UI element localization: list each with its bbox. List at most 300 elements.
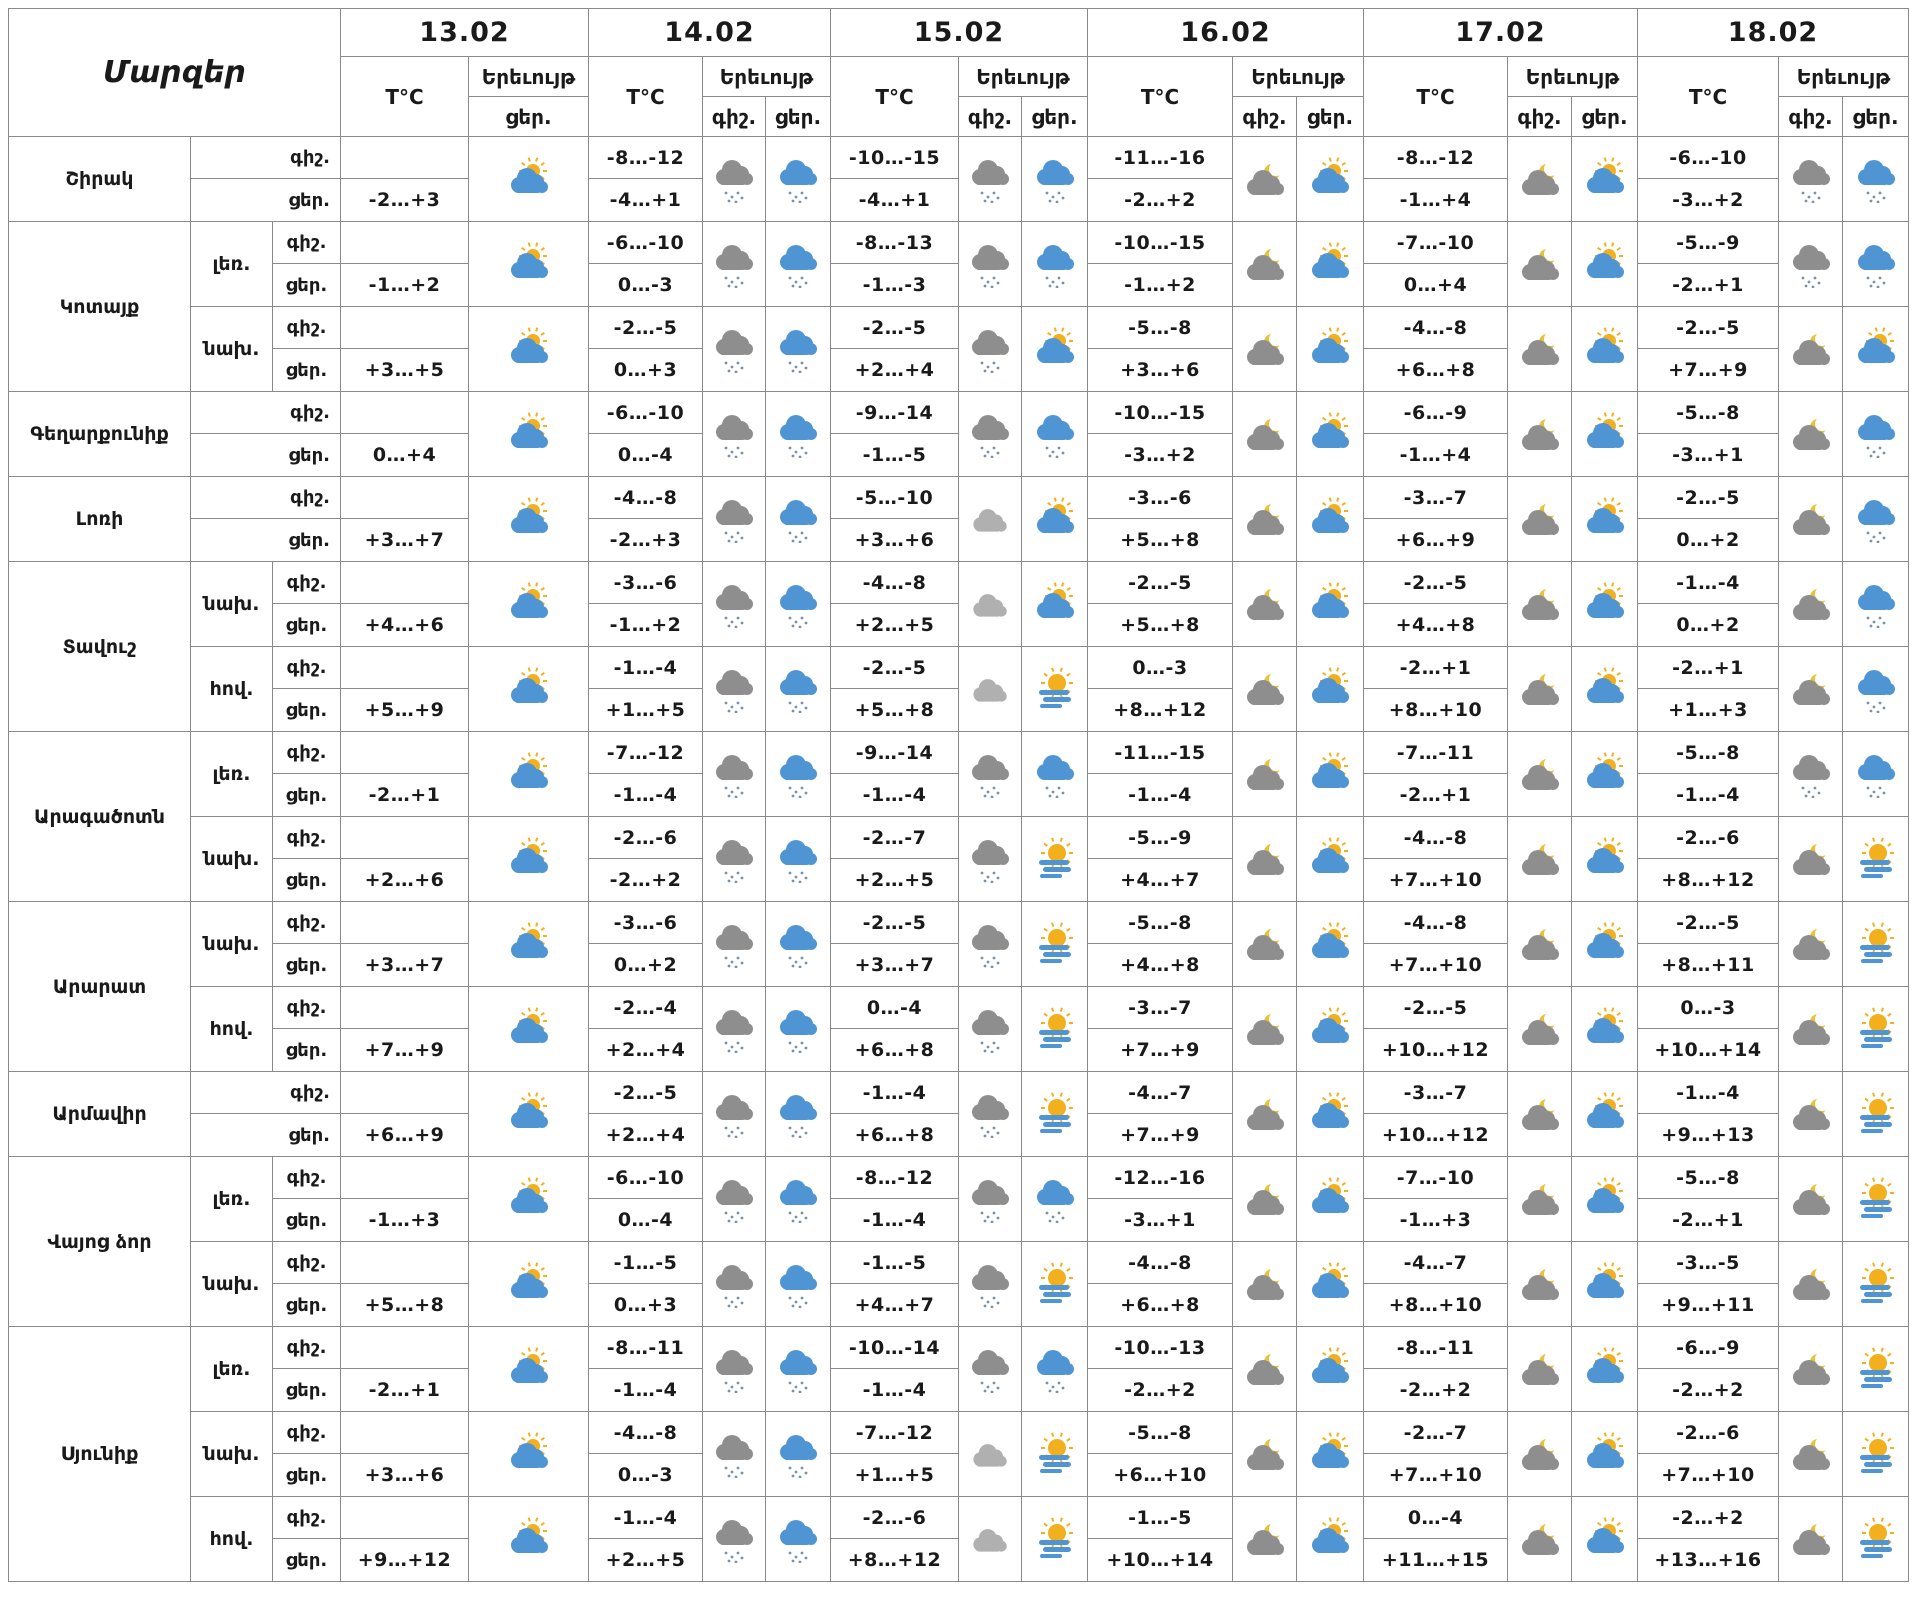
- weather-icon-cell: [1779, 1242, 1843, 1327]
- weather-icon-cell: [1297, 1412, 1364, 1497]
- grey-snow-cloud-icon: [966, 1345, 1014, 1393]
- weather-icon-cell: [703, 562, 766, 647]
- temperature-cell: [341, 222, 469, 264]
- weather-icon-cell: [1022, 477, 1088, 562]
- weather-icon-cell: [1843, 1072, 1909, 1157]
- temperature-cell: -5…-8: [1088, 902, 1233, 944]
- temperature-cell: -5…-8: [1638, 732, 1779, 774]
- blue-snow-cloud-icon: [774, 410, 822, 458]
- grey-snow-cloud-icon: [966, 1260, 1014, 1308]
- blue-snow-cloud-icon: [1852, 410, 1900, 458]
- weather-icon-cell: [703, 392, 766, 477]
- temperature-cell: -1…-4: [1638, 1072, 1779, 1114]
- time-of-day: ցեր.: [191, 1114, 341, 1157]
- temperature-cell: -2…+3: [589, 519, 703, 562]
- temperature-cell: -6…-9: [1638, 1327, 1779, 1369]
- time-of-day: ցեր.: [273, 1029, 341, 1072]
- temperature-cell: -8…-13: [831, 222, 959, 264]
- temperature-cell: -6…-10: [589, 222, 703, 264]
- weather-icon-cell: [1779, 732, 1843, 817]
- temperature-cell: +4…+7: [831, 1284, 959, 1327]
- weather-icon-cell: [1022, 732, 1088, 817]
- moon-cloud-icon: [1516, 240, 1564, 288]
- weather-icon-cell: [1843, 137, 1909, 222]
- sun-cloud-icon: [505, 1430, 553, 1478]
- weather-icon-cell: [469, 902, 589, 987]
- weather-icon-cell: [1779, 222, 1843, 307]
- temp-column-header: T°C: [1364, 57, 1508, 137]
- sun-cloud-icon: [1581, 665, 1629, 713]
- moon-cloud-icon: [1516, 750, 1564, 798]
- blue-snow-cloud-icon: [774, 325, 822, 373]
- weather-icon-cell: [1843, 1412, 1909, 1497]
- table-row: [9, 1242, 1909, 1284]
- blue-snow-cloud-icon: [774, 665, 822, 713]
- weather-icon-cell: [959, 392, 1022, 477]
- weather-icon-cell: [469, 392, 589, 477]
- weather-column-header: Երեւույթ: [959, 57, 1088, 97]
- altitude-zone: հով.: [191, 987, 273, 1072]
- sun-behind-cloud-icon: [1852, 835, 1900, 883]
- temperature-cell: -4…-7: [1364, 1242, 1508, 1284]
- table-title: Մարզեր: [9, 9, 341, 137]
- altitude-zone: լեռ.: [191, 222, 273, 307]
- temperature-cell: -1…-4: [831, 774, 959, 817]
- weather-icon-cell: [1508, 222, 1572, 307]
- weather-icon-cell: [1022, 222, 1088, 307]
- time-of-day: ցեր.: [273, 349, 341, 392]
- weather-column-header: Երեւույթ: [1779, 57, 1909, 97]
- temperature-cell: 0…+2: [589, 944, 703, 987]
- temperature-cell: +8…+12: [1638, 859, 1779, 902]
- blue-snow-cloud-icon: [1031, 155, 1079, 203]
- sun-cloud-icon: [1306, 1005, 1354, 1053]
- moon-cloud-icon: [1787, 1260, 1835, 1308]
- temperature-cell: -2…-6: [1638, 817, 1779, 859]
- date-header: 18.02: [1638, 9, 1909, 57]
- weather-icon-cell: [1022, 1327, 1088, 1412]
- time-of-day: ցեր.: [273, 1284, 341, 1327]
- region-name: Սյունիք: [9, 1327, 191, 1582]
- weather-icon-cell: [959, 1072, 1022, 1157]
- moon-cloud-icon: [1787, 580, 1835, 628]
- region-name: Արագածոտն: [9, 732, 191, 902]
- weather-icon-cell: [1572, 137, 1638, 222]
- weather-icon-cell: [469, 1072, 589, 1157]
- sun-cloud-icon: [1031, 580, 1079, 628]
- temperature-cell: -12…-16: [1088, 1157, 1233, 1199]
- grey-cloud-icon: [966, 1430, 1014, 1478]
- moon-cloud-icon: [1241, 1515, 1289, 1563]
- grey-snow-cloud-icon: [966, 325, 1014, 373]
- temperature-cell: +4…+7: [1088, 859, 1233, 902]
- night-subheader: գիշ.: [703, 97, 766, 137]
- moon-cloud-icon: [1787, 665, 1835, 713]
- temperature-cell: +6…+9: [341, 1114, 469, 1157]
- temperature-cell: -3…-7: [1364, 477, 1508, 519]
- region-name: Տավուշ: [9, 562, 191, 732]
- moon-cloud-icon: [1516, 1515, 1564, 1563]
- weather-icon-cell: [1508, 562, 1572, 647]
- moon-cloud-icon: [1787, 1430, 1835, 1478]
- temperature-cell: -2…+2: [1638, 1497, 1779, 1539]
- table-row: [9, 732, 1909, 774]
- blue-snow-cloud-icon: [1031, 240, 1079, 288]
- blue-snow-cloud-icon: [774, 155, 822, 203]
- weather-icon-cell: [703, 647, 766, 732]
- weather-icon-cell: [1297, 1327, 1364, 1412]
- time-of-day: գիշ.: [191, 137, 341, 179]
- weather-icon-cell: [703, 307, 766, 392]
- sun-cloud-icon: [1581, 495, 1629, 543]
- temperature-cell: +9…+11: [1638, 1284, 1779, 1327]
- temperature-cell: -2…+1: [1638, 647, 1779, 689]
- weather-icon-cell: [959, 987, 1022, 1072]
- temperature-cell: +2…+5: [831, 859, 959, 902]
- weather-icon-cell: [1297, 1242, 1364, 1327]
- weather-icon-cell: [1572, 1412, 1638, 1497]
- blue-snow-cloud-icon: [1852, 750, 1900, 798]
- time-of-day: գիշ.: [273, 222, 341, 264]
- blue-snow-cloud-icon: [774, 1515, 822, 1563]
- weather-icon-cell: [1233, 1242, 1297, 1327]
- sun-behind-cloud-icon: [1031, 835, 1079, 883]
- weather-icon-cell: [703, 1157, 766, 1242]
- temperature-cell: -2…-5: [1638, 477, 1779, 519]
- grey-snow-cloud-icon: [1787, 750, 1835, 798]
- sun-cloud-icon: [1581, 920, 1629, 968]
- moon-cloud-icon: [1241, 580, 1289, 628]
- weather-icon-cell: [1779, 1497, 1843, 1582]
- weather-icon-cell: [1508, 307, 1572, 392]
- weather-icon-cell: [1297, 1072, 1364, 1157]
- temperature-cell: -1…-5: [589, 1242, 703, 1284]
- moon-cloud-icon: [1516, 1005, 1564, 1053]
- weather-icon-cell: [766, 1072, 831, 1157]
- weather-icon-cell: [766, 987, 831, 1072]
- temperature-cell: -1…+3: [341, 1199, 469, 1242]
- sun-cloud-icon: [1581, 1005, 1629, 1053]
- temperature-cell: -4…-8: [589, 477, 703, 519]
- weather-icon-cell: [1508, 392, 1572, 477]
- weather-icon-cell: [1297, 307, 1364, 392]
- grey-snow-cloud-icon: [966, 240, 1014, 288]
- sun-cloud-icon: [505, 1090, 553, 1138]
- temperature-cell: +5…+8: [1088, 604, 1233, 647]
- temperature-cell: +8…+11: [1638, 944, 1779, 987]
- temperature-cell: -1…-4: [1638, 774, 1779, 817]
- temperature-cell: -3…+1: [1088, 1199, 1233, 1242]
- sun-cloud-icon: [1306, 835, 1354, 883]
- temperature-cell: -1…+3: [1364, 1199, 1508, 1242]
- sun-cloud-icon: [1581, 1345, 1629, 1393]
- temperature-cell: -5…-8: [1638, 392, 1779, 434]
- weather-icon-cell: [1779, 1412, 1843, 1497]
- time-of-day: ցեր.: [191, 179, 341, 222]
- table-row: [9, 222, 1909, 264]
- temperature-cell: +8…+10: [1364, 689, 1508, 732]
- temperature-cell: +4…+6: [341, 604, 469, 647]
- temperature-cell: -8…-12: [1364, 137, 1508, 179]
- weather-icon-cell: [1572, 1497, 1638, 1582]
- weather-icon-cell: [959, 647, 1022, 732]
- table-row: [9, 1327, 1909, 1369]
- day-subheader: ցեր.: [469, 97, 589, 137]
- temperature-cell: -2…+2: [1364, 1369, 1508, 1412]
- moon-cloud-icon: [1241, 750, 1289, 798]
- weather-icon-cell: [1843, 392, 1909, 477]
- blue-snow-cloud-icon: [1031, 1175, 1079, 1223]
- temperature-cell: -7…-12: [831, 1412, 959, 1454]
- weather-icon-cell: [959, 307, 1022, 392]
- temperature-cell: [341, 1157, 469, 1199]
- temperature-cell: -2…+1: [341, 1369, 469, 1412]
- moon-cloud-icon: [1787, 325, 1835, 373]
- temperature-cell: -6…-9: [1364, 392, 1508, 434]
- table-row: [9, 477, 1909, 519]
- temperature-cell: +10…+12: [1364, 1029, 1508, 1072]
- sun-cloud-icon: [1581, 325, 1629, 373]
- temperature-cell: -2…-7: [1364, 1412, 1508, 1454]
- sun-cloud-icon: [505, 155, 553, 203]
- weather-icon-cell: [1508, 1327, 1572, 1412]
- weather-icon-cell: [1508, 647, 1572, 732]
- temperature-cell: -8…-12: [589, 137, 703, 179]
- sun-behind-cloud-icon: [1031, 665, 1079, 713]
- weather-icon-cell: [766, 392, 831, 477]
- temperature-cell: [341, 477, 469, 519]
- temperature-cell: -2…-5: [1638, 307, 1779, 349]
- temperature-cell: +7…+10: [1638, 1454, 1779, 1497]
- temperature-cell: -2…-5: [1638, 902, 1779, 944]
- temperature-cell: -10…-14: [831, 1327, 959, 1369]
- blue-snow-cloud-icon: [1031, 410, 1079, 458]
- sun-cloud-icon: [1306, 750, 1354, 798]
- weather-icon-cell: [766, 732, 831, 817]
- weather-icon-cell: [1297, 137, 1364, 222]
- temperature-cell: +10…+12: [1364, 1114, 1508, 1157]
- altitude-zone: նախ.: [191, 562, 273, 647]
- night-subheader: գիշ.: [1779, 97, 1843, 137]
- temperature-cell: +8…+12: [831, 1539, 959, 1582]
- grey-snow-cloud-icon: [710, 1430, 758, 1478]
- sun-cloud-icon: [1852, 325, 1900, 373]
- temperature-cell: +9…+12: [341, 1539, 469, 1582]
- time-of-day: գիշ.: [273, 732, 341, 774]
- weather-icon-cell: [1233, 137, 1297, 222]
- table-row: [9, 1072, 1909, 1114]
- temperature-cell: [341, 1072, 469, 1114]
- sun-cloud-icon: [1306, 1260, 1354, 1308]
- sun-cloud-icon: [505, 665, 553, 713]
- temperature-cell: -2…-7: [831, 817, 959, 859]
- temperature-cell: -3…+2: [1638, 179, 1779, 222]
- temperature-cell: -9…-14: [831, 392, 959, 434]
- temperature-cell: +2…+4: [589, 1029, 703, 1072]
- sun-cloud-icon: [505, 750, 553, 798]
- weather-icon-cell: [1022, 1072, 1088, 1157]
- temperature-cell: +10…+14: [1088, 1539, 1233, 1582]
- moon-cloud-icon: [1241, 835, 1289, 883]
- altitude-zone: նախ.: [191, 1412, 273, 1497]
- weather-icon-cell: [1508, 732, 1572, 817]
- weather-icon-cell: [1233, 1412, 1297, 1497]
- time-of-day: գիշ.: [273, 817, 341, 859]
- blue-snow-cloud-icon: [1852, 665, 1900, 713]
- weather-icon-cell: [1508, 137, 1572, 222]
- temperature-cell: -10…-13: [1088, 1327, 1233, 1369]
- moon-cloud-icon: [1516, 1090, 1564, 1138]
- moon-cloud-icon: [1516, 665, 1564, 713]
- temperature-cell: +2…+5: [589, 1539, 703, 1582]
- day-subheader: ցեր.: [1843, 97, 1909, 137]
- temperature-cell: -2…+1: [1638, 264, 1779, 307]
- temperature-cell: +3…+6: [341, 1454, 469, 1497]
- weather-icon-cell: [959, 902, 1022, 987]
- temperature-cell: +2…+4: [589, 1114, 703, 1157]
- sun-behind-cloud-icon: [1852, 1005, 1900, 1053]
- weather-column-header: Երեւույթ: [1508, 57, 1638, 97]
- grey-snow-cloud-icon: [966, 1090, 1014, 1138]
- weather-icon-cell: [1843, 647, 1909, 732]
- moon-cloud-icon: [1241, 1005, 1289, 1053]
- moon-cloud-icon: [1241, 920, 1289, 968]
- weather-icon-cell: [1843, 732, 1909, 817]
- weather-icon-cell: [1233, 817, 1297, 902]
- moon-cloud-icon: [1787, 1090, 1835, 1138]
- temperature-cell: [341, 137, 469, 179]
- blue-snow-cloud-icon: [774, 495, 822, 543]
- weather-icon-cell: [1022, 562, 1088, 647]
- weather-icon-cell: [1843, 1242, 1909, 1327]
- grey-snow-cloud-icon: [710, 665, 758, 713]
- table-row: [9, 1157, 1909, 1199]
- time-of-day: գիշ.: [273, 562, 341, 604]
- weather-icon-cell: [1297, 1157, 1364, 1242]
- temperature-cell: -5…-10: [831, 477, 959, 519]
- altitude-zone: լեռ.: [191, 732, 273, 817]
- temperature-cell: -2…-6: [1638, 1412, 1779, 1454]
- temperature-cell: -11…-15: [1088, 732, 1233, 774]
- table-row: [9, 392, 1909, 434]
- sun-cloud-icon: [505, 580, 553, 628]
- grey-snow-cloud-icon: [966, 835, 1014, 883]
- sun-cloud-icon: [1306, 495, 1354, 543]
- moon-cloud-icon: [1787, 1175, 1835, 1223]
- weather-icon-cell: [959, 137, 1022, 222]
- moon-cloud-icon: [1241, 325, 1289, 373]
- temperature-cell: 0…-3: [1638, 987, 1779, 1029]
- weather-icon-cell: [1233, 1497, 1297, 1582]
- weather-icon-cell: [959, 1242, 1022, 1327]
- sun-cloud-icon: [1581, 835, 1629, 883]
- temperature-cell: -2…+1: [1638, 1199, 1779, 1242]
- temperature-cell: -2…-4: [589, 987, 703, 1029]
- time-of-day: գիշ.: [273, 902, 341, 944]
- moon-cloud-icon: [1241, 665, 1289, 713]
- time-of-day: ցեր.: [273, 1369, 341, 1412]
- weather-icon-cell: [1572, 817, 1638, 902]
- temperature-cell: -4…-8: [1364, 307, 1508, 349]
- temperature-cell: -1…+4: [1364, 434, 1508, 477]
- weather-icon-cell: [1843, 562, 1909, 647]
- temperature-cell: -4…-8: [1088, 1242, 1233, 1284]
- moon-cloud-icon: [1241, 1260, 1289, 1308]
- moon-cloud-icon: [1241, 240, 1289, 288]
- sun-behind-cloud-icon: [1852, 1345, 1900, 1393]
- weather-icon-cell: [1297, 732, 1364, 817]
- temperature-cell: [341, 562, 469, 604]
- moon-cloud-icon: [1516, 495, 1564, 543]
- time-of-day: գիշ.: [273, 1412, 341, 1454]
- altitude-zone: նախ.: [191, 902, 273, 987]
- temperature-cell: [341, 1242, 469, 1284]
- weather-icon-cell: [959, 477, 1022, 562]
- sun-cloud-icon: [505, 1515, 553, 1563]
- temperature-cell: -1…-4: [1638, 562, 1779, 604]
- weather-icon-cell: [1508, 1497, 1572, 1582]
- weather-icon-cell: [959, 1412, 1022, 1497]
- weather-icon-cell: [703, 1327, 766, 1412]
- temperature-cell: 0…+3: [589, 349, 703, 392]
- temperature-cell: -1…+2: [341, 264, 469, 307]
- temperature-cell: +3…+6: [831, 519, 959, 562]
- time-of-day: ցեր.: [273, 1539, 341, 1582]
- temperature-cell: -5…-9: [1638, 222, 1779, 264]
- blue-snow-cloud-icon: [1852, 495, 1900, 543]
- sun-cloud-icon: [505, 1005, 553, 1053]
- sun-cloud-icon: [1306, 155, 1354, 203]
- weather-icon-cell: [1508, 902, 1572, 987]
- table-row: [9, 562, 1909, 604]
- weather-icon-cell: [1779, 1327, 1843, 1412]
- blue-snow-cloud-icon: [774, 240, 822, 288]
- temperature-cell: -5…-8: [1088, 1412, 1233, 1454]
- sun-cloud-icon: [1581, 580, 1629, 628]
- temp-column-header: T°C: [831, 57, 959, 137]
- temperature-cell: +6…+8: [1088, 1284, 1233, 1327]
- weather-icon-cell: [1508, 1157, 1572, 1242]
- weather-icon-cell: [959, 562, 1022, 647]
- temperature-cell: +3…+5: [341, 349, 469, 392]
- sun-cloud-icon: [1306, 920, 1354, 968]
- weather-icon-cell: [766, 817, 831, 902]
- weather-icon-cell: [766, 1327, 831, 1412]
- time-of-day: գիշ.: [273, 1327, 341, 1369]
- temperature-cell: +1…+5: [831, 1454, 959, 1497]
- temperature-cell: -8…-11: [589, 1327, 703, 1369]
- weather-icon-cell: [1843, 1327, 1909, 1412]
- blue-snow-cloud-icon: [1852, 240, 1900, 288]
- temperature-cell: -2…-6: [589, 817, 703, 859]
- temperature-cell: -2…+2: [1638, 1369, 1779, 1412]
- weather-icon-cell: [1297, 222, 1364, 307]
- weather-icon-cell: [1779, 307, 1843, 392]
- temperature-cell: +6…+9: [1364, 519, 1508, 562]
- temperature-cell: -3…-5: [1638, 1242, 1779, 1284]
- temperature-cell: 0…-4: [1364, 1497, 1508, 1539]
- weather-icon-cell: [1508, 1242, 1572, 1327]
- weather-icon-cell: [703, 222, 766, 307]
- weather-icon-cell: [1508, 1412, 1572, 1497]
- weather-icon-cell: [1779, 137, 1843, 222]
- temperature-cell: -1…-4: [589, 1369, 703, 1412]
- time-of-day: ցեր.: [273, 689, 341, 732]
- temperature-cell: +10…+14: [1638, 1029, 1779, 1072]
- temperature-cell: -1…-4: [831, 1072, 959, 1114]
- weather-icon-cell: [469, 562, 589, 647]
- grey-snow-cloud-icon: [710, 240, 758, 288]
